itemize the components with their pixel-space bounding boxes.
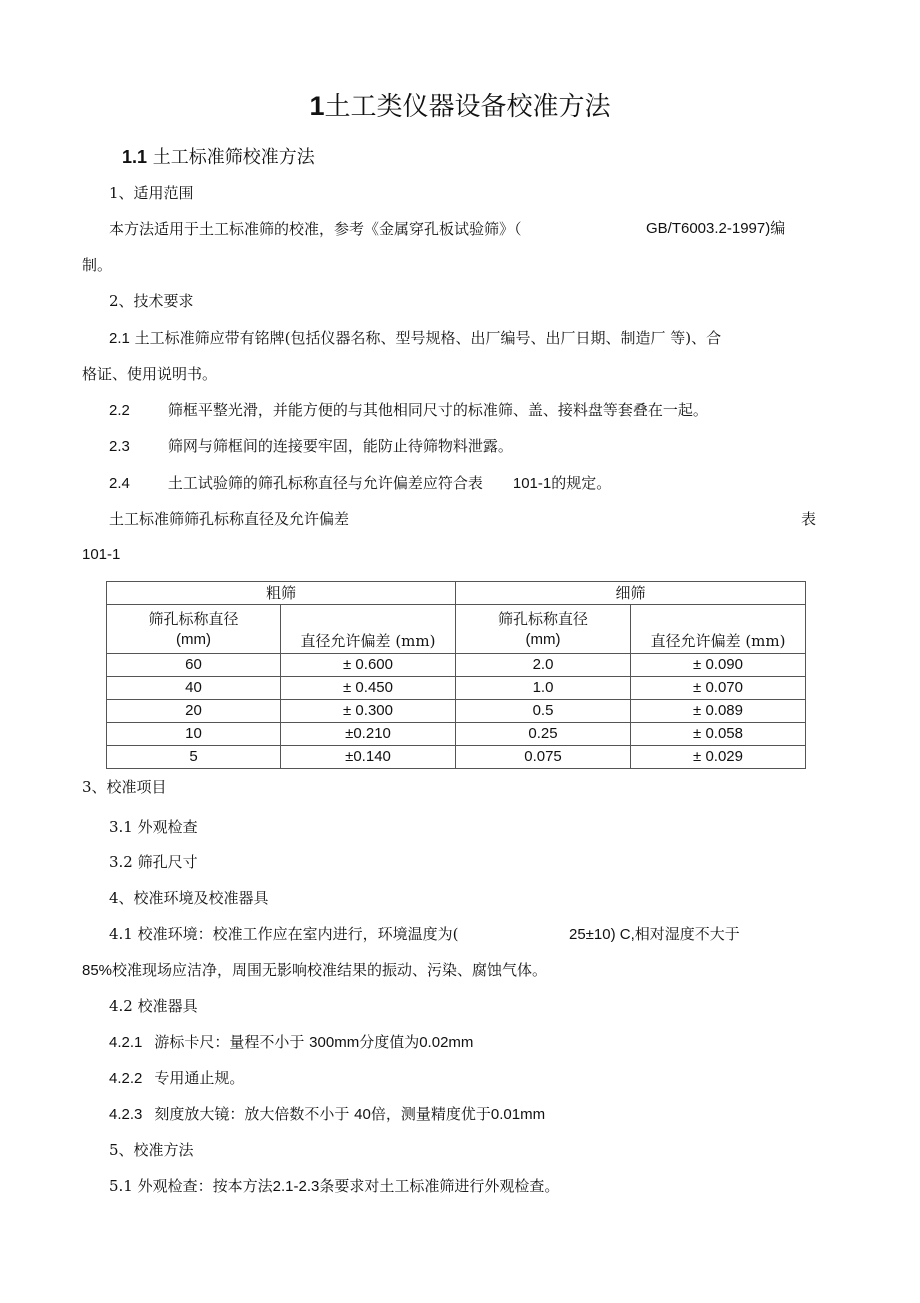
s4-2-3: 4.2.3 刻度放大镜：放大倍数不小于 40倍，测量精度优于0.01mm: [109, 1105, 546, 1123]
table-caption: 土工标准筛筛孔标称直径及允许偏差: [109, 510, 350, 528]
s1-std-ref: GB/T6003.2-1997)编: [646, 220, 786, 237]
section-title: 1.1 土工标准筛校准方法: [122, 147, 315, 168]
table-row: 20 ± 0.300 0.5 ± 0.089: [107, 700, 806, 723]
col-fine-nominal: 筛孔标称直径 (mm): [456, 605, 631, 654]
table-col-header: [107, 605, 806, 654]
s2-1-cont: 格证、使用说明书。: [82, 365, 218, 383]
group-fine: 细筛: [456, 582, 806, 605]
s4-1: 4.1 校准环境：校准工作应在室内进行，环境温度为(: [109, 925, 459, 943]
table-row: 10 ±0.210 0.25 ± 0.058: [107, 723, 806, 746]
s2-2: 2.2 筛框平整光滑，并能方便的与其他相同尺寸的标准筛、盖、接料盘等套叠在一起。: [109, 401, 708, 419]
s4-2-2: 4.2.2 专用通止规。: [109, 1069, 245, 1087]
page-title: 1土工类仪器设备校准方法: [309, 91, 611, 122]
s2-4: 2.4 土工试验筛的筛孔标称直径与允许偏差应符合表 101-1的规定。: [109, 474, 612, 492]
s4-1-cont: 85%校准现场应洁净，周围无影响校准结果的振动、污染、腐蚀气体。: [82, 961, 548, 979]
s4-1-temp: 25±10) C,相对湿度不大于: [569, 925, 740, 943]
table-row: 60 ± 0.600 2.0 ± 0.090: [107, 654, 806, 677]
sieve-tolerance-table: [106, 581, 806, 769]
table-caption-right: 表: [801, 510, 817, 528]
s5-1: 5.1 外观检查：按本方法2.1-2.3条要求对土工标准筛进行外观检查。: [109, 1177, 560, 1195]
s1-heading: 1、适用范围: [109, 184, 194, 202]
table-group-header: [107, 582, 806, 605]
s3-1: 3.1 外观检查: [109, 818, 198, 836]
col-fine-tolerance: 直径允许偏差 (mm): [631, 605, 806, 654]
table-row: 5 ±0.140 0.075 ± 0.029: [107, 746, 806, 769]
s2-3: 2.3 筛网与筛框间的连接要牢固，能防止待筛物料泄露。: [109, 437, 513, 455]
s2-1: 2.1 土工标准筛应带有铭牌(包括仪器名称、型号规格、出厂编号、出厂日期、制造厂 等)、合: [109, 329, 722, 347]
s2-heading: 2、技术要求: [109, 292, 194, 310]
group-coarse: 粗筛: [107, 582, 456, 605]
col-coarse-nominal: 筛孔标称直径 (mm): [107, 605, 281, 654]
s4-heading: 4、校准环境及校准器具: [109, 889, 269, 907]
s1-line1: 本方法适用于土工标准筛的校准，参考《金属穿孔板试验筛》（: [109, 220, 522, 238]
s3-heading: 3、校准项目: [82, 778, 167, 796]
s1-line2: 制。: [82, 256, 113, 274]
s5-heading: 5、校准方法: [109, 1141, 194, 1159]
table-id: 101-1: [82, 546, 121, 563]
col-coarse-tolerance: 直径允许偏差 (mm): [281, 605, 456, 654]
s4-2: 4.2 校准器具: [109, 997, 198, 1015]
table-row: 40 ± 0.450 1.0 ± 0.070: [107, 677, 806, 700]
s4-2-1: 4.2.1 游标卡尺：量程不小于 300mm分度值为0.02mm: [109, 1033, 474, 1051]
s3-2: 3.2 筛孔尺寸: [109, 853, 198, 871]
